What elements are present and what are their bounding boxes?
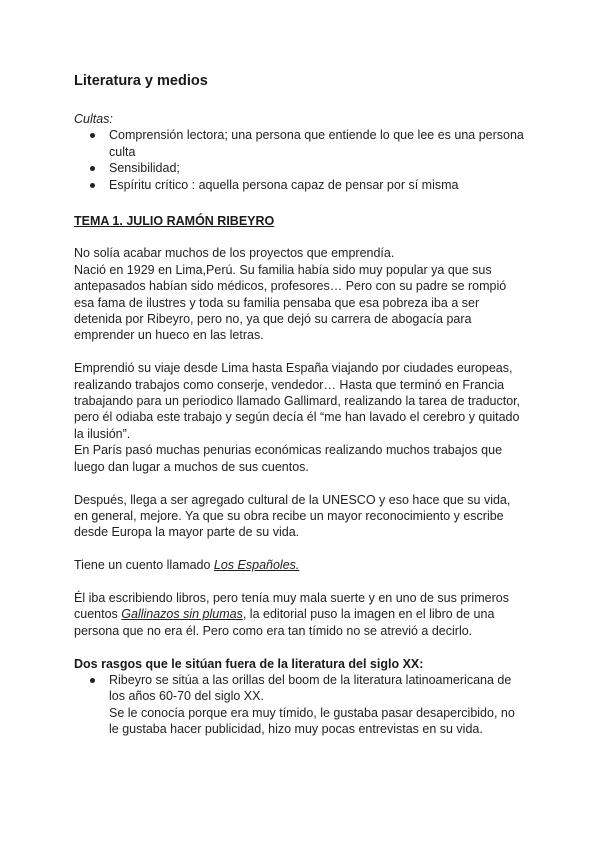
list-item: Sensibilidad; <box>74 160 526 176</box>
paragraph: Nació en 1929 en Lima,Perú. Su familia había sido muy popular ya que sus antepasados habían sido médicos, profesores… Pero con su padre se rompió esa fama de ilustres y toda su familia pensaba que esa pobreza iba a ser detenida por Ribeyro, pero no, ya que dejó su carrera de abogacía para emprender un hueco en las letras. <box>74 262 507 343</box>
paragraph: En París pasó muchas penurias económicas realizando muchos trabajos que luego dan lugar a muchos de sus cuentos. <box>74 443 503 474</box>
paragraph-text: , la editorial puso la imagen en el libro de una persona que no era él. Pero como era tan tímido no se atrevió a decirlo. <box>74 607 495 638</box>
paragraph-text: Él iba escribiendo libros, pero tenía muy mala suerte y en uno de sus primeros cuentos <box>74 590 509 622</box>
paragraph: Emprendió su viaje desde Lima hasta España viajando por ciudades europeas, realizando trabajos como conserje, vendedor… Hasta que terminó en Francia trabajando para un periodico llamado Gallimard, realizando la tarea de traductor, pero él odiaba este trabajo y según decía él “me han lavado el cerebro y quitado la ilusión”. <box>74 361 521 441</box>
list-item: Espíritu crítico : aquella persona capaz de pensar por sí misma <box>74 177 526 193</box>
story-title-link[interactable]: Gallinazos sin plumas <box>121 607 243 622</box>
paragraph: No solía acabar muchos de los proyectos que emprendía. <box>74 246 395 261</box>
list-item: Comprensión lectora; una persona que entiende lo que lee es una persona culta <box>74 127 526 160</box>
intro-label: Cultas: <box>74 112 113 126</box>
subheading: Dos rasgos que le sitúan fuera de la literatura del siglo XX: <box>74 656 424 671</box>
list-item <box>74 672 526 738</box>
trait-detail: Se le conocía porque era muy tímido, le gustaba pasar desapercibido, no le gustaba hacer publicidad, hizo muy pocas entrevistas en su vida. <box>109 705 515 737</box>
document-content <box>74 60 526 738</box>
paragraph: Después, llega a ser agregado cultural de la UNESCO y eso hace que su vida, en general, mejore. Ya que su obra recibe un mayor reconocimiento y escribe desde Europa la mayor parte de su vida. <box>74 492 511 540</box>
document-title: Literatura y medios <box>74 73 208 89</box>
trait-main: Ribeyro se sitúa a las orillas del boom de la literatura latinoamericana de los años 60-70 del siglo XX. <box>109 672 512 704</box>
story-title-link[interactable]: Los Españoles. <box>213 558 300 573</box>
paragraph <box>74 590 526 639</box>
intro-bullet-list <box>74 127 526 193</box>
paragraph-text: Tiene un cuento llamado <box>74 558 214 573</box>
section-heading: TEMA 1. JULIO RAMÓN RIBEYRO <box>74 214 275 229</box>
paragraph <box>74 557 526 573</box>
traits-list <box>74 672 526 738</box>
